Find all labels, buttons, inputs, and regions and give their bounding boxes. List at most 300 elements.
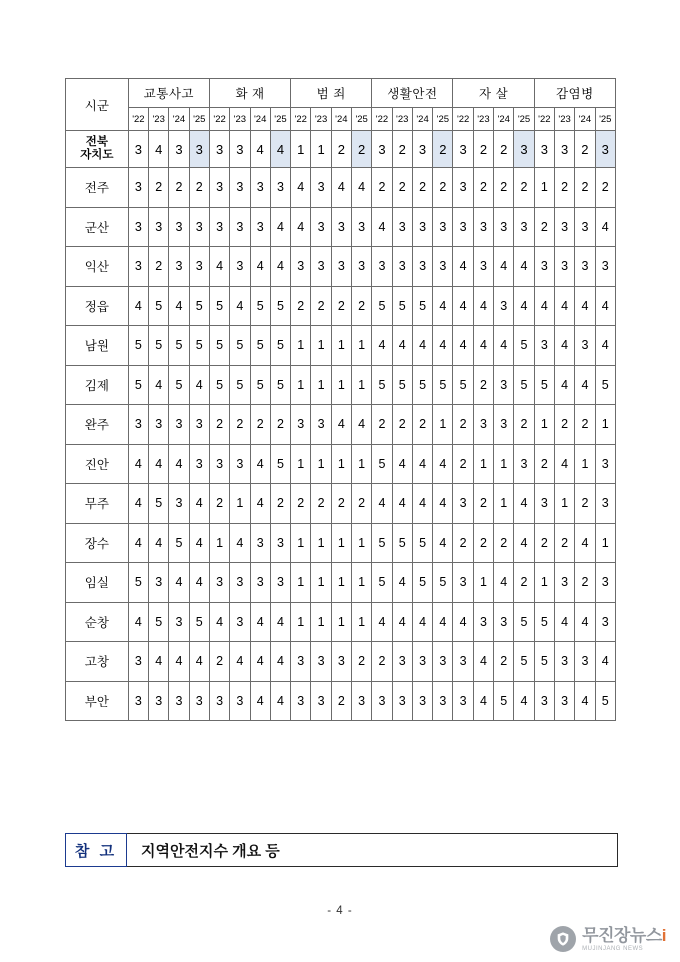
table-cell-value: 1: [534, 168, 554, 208]
table-cell-value: 2: [494, 642, 514, 682]
table-cell-value: 3: [453, 168, 473, 208]
header-year: '25: [270, 108, 290, 131]
table-cell-value: 4: [149, 365, 169, 405]
table-cell-value: 3: [291, 642, 311, 682]
table-row: [66, 681, 616, 721]
table-cell-value: 3: [291, 405, 311, 445]
table-cell-value: 5: [372, 444, 392, 484]
regional-safety-index-table: [65, 78, 616, 721]
table-row: [66, 326, 616, 366]
table-cell-value: 1: [209, 523, 229, 563]
table-cell-value: 3: [291, 681, 311, 721]
table-cell-value: 1: [352, 602, 372, 642]
header-year: '24: [169, 108, 189, 131]
table-cell-value: 2: [331, 131, 351, 168]
table-cell-value: 3: [209, 563, 229, 603]
table-cell-value: 4: [453, 326, 473, 366]
table-cell-value: 4: [575, 365, 595, 405]
table-row: [66, 563, 616, 603]
header-year: '22: [128, 108, 148, 131]
table-cell-value: 3: [250, 563, 270, 603]
table-cell-value: 5: [209, 326, 229, 366]
table-cell-value: 1: [311, 444, 331, 484]
table-cell-value: 5: [433, 563, 453, 603]
table-cell-value: 4: [189, 563, 209, 603]
table-body: [66, 131, 616, 721]
table-row: [66, 602, 616, 642]
table-cell-value: 4: [149, 131, 169, 168]
table-cell-value: 5: [514, 326, 534, 366]
table-cell-value: 2: [575, 405, 595, 445]
table-cell-value: 4: [250, 602, 270, 642]
table-cell-value: 5: [270, 365, 290, 405]
table-cell-value: 4: [230, 642, 250, 682]
table-cell-value: 1: [352, 326, 372, 366]
table-cell-value: 1: [352, 444, 372, 484]
table-cell-value: 1: [331, 523, 351, 563]
header-year: '23: [149, 108, 169, 131]
table-cell-value: 4: [412, 326, 432, 366]
table-cell-value: 4: [433, 484, 453, 524]
table-cell-value: 2: [473, 523, 493, 563]
table-cell-value: 3: [595, 444, 615, 484]
table-cell-value: 5: [209, 365, 229, 405]
header-year: '24: [331, 108, 351, 131]
table-row: [66, 444, 616, 484]
table-cell-value: 3: [412, 131, 432, 168]
reference-box: [65, 833, 618, 867]
table-cell-value: 3: [189, 247, 209, 287]
table-cell-value: 4: [433, 523, 453, 563]
table-cell-value: 4: [291, 207, 311, 247]
table-cell-value: 3: [169, 681, 189, 721]
table-cell-value: 2: [392, 131, 412, 168]
table-cell-value: 5: [128, 326, 148, 366]
table-cell-value: 3: [209, 168, 229, 208]
header-region: 시군: [66, 79, 129, 131]
table-cell-value: 2: [412, 405, 432, 445]
table-cell-value: 3: [311, 247, 331, 287]
table-cell-value: 5: [230, 326, 250, 366]
table-cell-value: 4: [433, 444, 453, 484]
table-cell-value: 1: [291, 602, 311, 642]
table-cell-value: 2: [331, 484, 351, 524]
table-cell-value: 1: [433, 405, 453, 445]
row-region-label: 고창: [66, 642, 129, 682]
table-cell-value: 3: [149, 207, 169, 247]
table-cell-value: 4: [534, 286, 554, 326]
table-cell-value: 4: [453, 286, 473, 326]
table-cell-value: 3: [554, 563, 574, 603]
table-cell-value: 1: [494, 484, 514, 524]
table-cell-value: 5: [595, 365, 615, 405]
page-number: - 4 -: [327, 905, 353, 917]
table-cell-value: 2: [554, 405, 574, 445]
table-cell-value: 2: [514, 563, 534, 603]
table-cell-value: 1: [230, 484, 250, 524]
table-cell-value: 2: [331, 286, 351, 326]
row-region-label: 임실: [66, 563, 129, 603]
table-cell-value: 5: [534, 642, 554, 682]
table-cell-value: 3: [412, 642, 432, 682]
table-cell-value: 2: [169, 168, 189, 208]
table-cell-value: 2: [352, 484, 372, 524]
header-year: '24: [250, 108, 270, 131]
table-cell-value: 3: [311, 681, 331, 721]
row-region-label: 정읍: [66, 286, 129, 326]
table-cell-value: 3: [473, 602, 493, 642]
table-cell-value: 3: [128, 405, 148, 445]
table-row-total: [66, 131, 616, 168]
table-cell-value: 4: [270, 681, 290, 721]
table-cell-value: 4: [128, 602, 148, 642]
table-cell-value: 2: [473, 131, 493, 168]
table-cell-value: 4: [230, 286, 250, 326]
table-cell-value: 4: [372, 326, 392, 366]
table-cell-value: 5: [270, 326, 290, 366]
table-cell-value: 3: [230, 207, 250, 247]
table-cell-value: 4: [554, 326, 574, 366]
table-cell-value: 4: [270, 207, 290, 247]
table-cell-value: 5: [270, 444, 290, 484]
header-year: '23: [554, 108, 574, 131]
table-cell-value: 2: [575, 484, 595, 524]
table-cell-value: 2: [291, 286, 311, 326]
table-cell-value: 2: [311, 286, 331, 326]
table-cell-value: 4: [433, 286, 453, 326]
table-row: [66, 642, 616, 682]
table-cell-value: 3: [311, 405, 331, 445]
table-cell-value: 3: [352, 681, 372, 721]
table-cell-value: 1: [311, 365, 331, 405]
table-cell-value: 3: [575, 247, 595, 287]
header-group-infectious: 감염병: [534, 79, 615, 108]
table-cell-value: 5: [412, 523, 432, 563]
table-cell-value: 3: [270, 168, 290, 208]
table-cell-value: 3: [189, 444, 209, 484]
table-cell-value: 2: [352, 642, 372, 682]
table-cell-value: 4: [149, 444, 169, 484]
table-cell-value: 1: [291, 563, 311, 603]
header-year: '23: [230, 108, 250, 131]
table-cell-value: 3: [494, 365, 514, 405]
table-cell-value: 5: [372, 563, 392, 603]
table-cell-value: 2: [352, 131, 372, 168]
table-cell-value: 4: [270, 247, 290, 287]
table-cell-value: 4: [595, 207, 615, 247]
table-cell-value: 3: [595, 602, 615, 642]
table-cell-value: 5: [534, 365, 554, 405]
table-cell-value: 5: [189, 286, 209, 326]
table-cell-value: 4: [250, 444, 270, 484]
table-cell-value: 2: [209, 484, 229, 524]
table-cell-value: 2: [372, 168, 392, 208]
table-cell-value: 3: [128, 681, 148, 721]
table-cell-value: 3: [453, 642, 473, 682]
table-cell-value: 4: [230, 523, 250, 563]
table-cell-value: 1: [352, 365, 372, 405]
table-cell-value: 3: [169, 247, 189, 287]
table-cell-value: 3: [392, 207, 412, 247]
watermark-accent: i: [661, 925, 666, 945]
watermark-text: 무진장뉴스i: [582, 925, 666, 945]
table-cell-value: 3: [473, 207, 493, 247]
table-cell-value: 2: [554, 523, 574, 563]
table-cell-value: 2: [534, 444, 554, 484]
table-cell-value: 3: [392, 247, 412, 287]
table-cell-value: 3: [331, 642, 351, 682]
table-cell-value: 2: [453, 405, 473, 445]
reference-tag: 참 고: [65, 833, 127, 867]
table-cell-value: 4: [169, 286, 189, 326]
table-cell-value: 4: [128, 286, 148, 326]
table-cell-value: 3: [534, 681, 554, 721]
table-cell-value: 4: [494, 326, 514, 366]
table-cell-value: 4: [392, 326, 412, 366]
table-cell-value: 4: [595, 642, 615, 682]
table-cell-value: 2: [473, 365, 493, 405]
table-cell-value: 5: [149, 326, 169, 366]
table-cell-value: 5: [250, 365, 270, 405]
header-year: '22: [534, 108, 554, 131]
header-year-row: [66, 108, 616, 131]
table-cell-value: 1: [311, 131, 331, 168]
table-cell-value: 4: [169, 563, 189, 603]
table-cell-value: 1: [352, 523, 372, 563]
table-cell-value: 2: [433, 168, 453, 208]
table-cell-value: 2: [392, 405, 412, 445]
table-cell-value: 2: [534, 523, 554, 563]
table-cell-value: 3: [412, 681, 432, 721]
table-cell-value: 5: [149, 602, 169, 642]
table-cell-value: 4: [392, 444, 412, 484]
table-row: [66, 207, 616, 247]
table-cell-value: 4: [128, 444, 148, 484]
table-cell-value: 5: [128, 563, 148, 603]
header-year: '24: [494, 108, 514, 131]
table-cell-value: 3: [230, 131, 250, 168]
table-cell-value: 2: [270, 484, 290, 524]
table-cell-value: 3: [291, 247, 311, 287]
table-cell-value: 4: [473, 286, 493, 326]
table-cell-value: 5: [250, 286, 270, 326]
table-cell-value: 1: [575, 444, 595, 484]
table-cell-value: 3: [433, 642, 453, 682]
header-year: '24: [575, 108, 595, 131]
table-cell-value: 2: [372, 405, 392, 445]
table-cell-value: 4: [392, 602, 412, 642]
table-cell-value: 3: [453, 131, 473, 168]
header-year: '22: [372, 108, 392, 131]
table-cell-value: 4: [189, 642, 209, 682]
table-cell-value: 3: [250, 207, 270, 247]
table-cell-value: 3: [595, 563, 615, 603]
table-cell-value: 3: [230, 563, 250, 603]
table-cell-value: 2: [494, 523, 514, 563]
table-cell-value: 1: [473, 444, 493, 484]
table-cell-value: 5: [494, 681, 514, 721]
table-cell-value: 3: [209, 207, 229, 247]
table-cell-value: 5: [250, 326, 270, 366]
table-cell-value: 1: [473, 563, 493, 603]
table-cell-value: 3: [494, 602, 514, 642]
table-cell-value: 3: [514, 444, 534, 484]
table-cell-value: 3: [453, 484, 473, 524]
row-region-label: 장수: [66, 523, 129, 563]
table-cell-value: 2: [412, 168, 432, 208]
table-cell-value: 3: [169, 602, 189, 642]
table-cell-value: 4: [473, 681, 493, 721]
table-cell-value: 3: [209, 444, 229, 484]
table-cell-value: 4: [514, 523, 534, 563]
table-cell-value: 4: [494, 563, 514, 603]
header-group-fire: 화 재: [209, 79, 290, 108]
table-cell-value: 3: [250, 168, 270, 208]
row-region-label-line2: 자치도: [80, 149, 114, 161]
table-cell-value: 1: [352, 563, 372, 603]
table-cell-value: 2: [270, 405, 290, 445]
table-cell-value: 3: [352, 207, 372, 247]
table-cell-value: 2: [453, 444, 473, 484]
table-cell-value: 3: [230, 681, 250, 721]
table-cell-value: 3: [575, 207, 595, 247]
reference-title: 지역안전지수 개요 등: [127, 833, 618, 867]
table-cell-value: 1: [534, 563, 554, 603]
table-cell-value: 5: [169, 523, 189, 563]
table-cell-value: 5: [514, 365, 534, 405]
table-cell-value: 2: [392, 168, 412, 208]
table-cell-value: 2: [433, 131, 453, 168]
table-cell-value: 4: [169, 642, 189, 682]
table-cell-value: 1: [311, 523, 331, 563]
header-group-traffic: 교통사고: [128, 79, 209, 108]
table-cell-value: 4: [270, 131, 290, 168]
table-cell-value: 2: [311, 484, 331, 524]
table-cell-value: 5: [169, 326, 189, 366]
table-cell-value: 3: [230, 247, 250, 287]
table-cell-value: 1: [291, 131, 311, 168]
table-cell-value: 4: [412, 444, 432, 484]
table-cell-value: 4: [453, 602, 473, 642]
table-cell-value: 4: [372, 207, 392, 247]
table-cell-value: 3: [433, 247, 453, 287]
table-cell-value: 4: [554, 602, 574, 642]
table-cell-value: 5: [392, 286, 412, 326]
table-cell-value: 4: [128, 484, 148, 524]
header-year: '23: [311, 108, 331, 131]
table-cell-value: 3: [189, 405, 209, 445]
table-cell-value: 5: [392, 523, 412, 563]
header-year: '25: [514, 108, 534, 131]
table-row: [66, 365, 616, 405]
table-cell-value: 3: [392, 642, 412, 682]
table-cell-value: 5: [209, 286, 229, 326]
table-cell-value: 4: [554, 365, 574, 405]
table-cell-value: 2: [554, 168, 574, 208]
table-row: [66, 168, 616, 208]
header-year: '25: [595, 108, 615, 131]
table-cell-value: 1: [311, 563, 331, 603]
table-cell-value: 5: [128, 365, 148, 405]
table-row: [66, 405, 616, 445]
table-cell-value: 3: [311, 642, 331, 682]
table-cell-value: 3: [128, 207, 148, 247]
table-cell-value: 5: [149, 484, 169, 524]
header-year: '25: [352, 108, 372, 131]
row-region-label-line1: 전북: [85, 136, 108, 148]
table-cell-value: 4: [412, 484, 432, 524]
table-cell-value: 3: [554, 247, 574, 287]
table-cell-value: 4: [575, 602, 595, 642]
table-cell-value: 4: [554, 286, 574, 326]
table-cell-value: 4: [514, 247, 534, 287]
table-row: [66, 286, 616, 326]
table-cell-value: 3: [128, 131, 148, 168]
table-cell-value: 3: [433, 681, 453, 721]
table-cell-value: 4: [189, 365, 209, 405]
table-cell-value: 1: [311, 602, 331, 642]
table-cell-value: 1: [291, 444, 311, 484]
table-cell-value: 4: [189, 484, 209, 524]
table-row: [66, 484, 616, 524]
table-cell-value: 5: [453, 365, 473, 405]
table-cell-value: 3: [514, 131, 534, 168]
table-cell-value: 3: [352, 247, 372, 287]
header-year: '23: [473, 108, 493, 131]
table-cell-value: 3: [554, 642, 574, 682]
header-year: '23: [392, 108, 412, 131]
table-cell-value: 3: [149, 681, 169, 721]
table-cell-value: 4: [149, 642, 169, 682]
table-cell-value: 4: [331, 168, 351, 208]
header-year: '25: [433, 108, 453, 131]
table-cell-value: 3: [534, 484, 554, 524]
table-cell-value: 4: [149, 523, 169, 563]
table-cell-value: 1: [534, 405, 554, 445]
table-cell-value: 4: [250, 131, 270, 168]
table-cell-value: 3: [412, 207, 432, 247]
row-region-label: 김제: [66, 365, 129, 405]
table-cell-value: 2: [149, 168, 169, 208]
table-cell-value: 5: [595, 681, 615, 721]
header-group-crime: 범 죄: [291, 79, 372, 108]
table-cell-value: 3: [311, 207, 331, 247]
table-cell-value: 4: [209, 247, 229, 287]
table-cell-value: 5: [189, 602, 209, 642]
table-cell-value: 4: [494, 247, 514, 287]
table-cell-value: 4: [595, 326, 615, 366]
table-cell-value: 4: [352, 405, 372, 445]
table-cell-value: 5: [270, 286, 290, 326]
table-cell-value: 3: [149, 563, 169, 603]
table-cell-value: 3: [270, 563, 290, 603]
table-cell-value: 4: [392, 563, 412, 603]
table-cell-value: 1: [595, 523, 615, 563]
table-cell-value: 3: [534, 131, 554, 168]
table-cell-value: 4: [575, 286, 595, 326]
table-cell-value: 5: [230, 365, 250, 405]
row-region-label: 완주: [66, 405, 129, 445]
table-cell-value: 5: [372, 523, 392, 563]
table-cell-value: 3: [331, 207, 351, 247]
table-cell-value: 4: [412, 602, 432, 642]
table-cell-value: 3: [473, 405, 493, 445]
table-cell-value: 1: [311, 326, 331, 366]
table-cell-value: 5: [514, 602, 534, 642]
watermark-subtitle: MUJINJANG NEWS: [582, 945, 644, 952]
table-cell-value: 4: [291, 168, 311, 208]
row-region-label: [66, 131, 129, 168]
